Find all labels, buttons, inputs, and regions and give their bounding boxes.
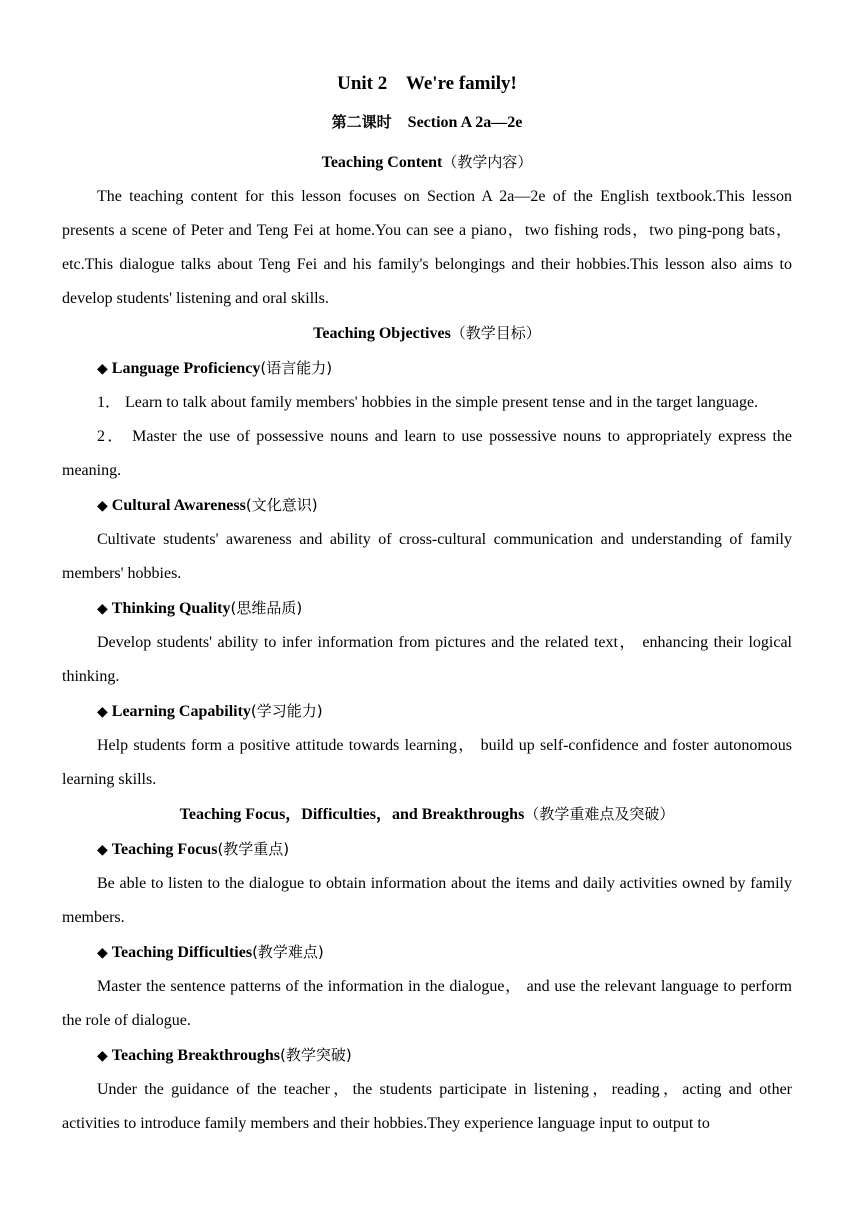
bullet-teaching-breakthroughs: ◆ Teaching Breakthroughs(教学突破)	[97, 1046, 352, 1064]
page-title: Unit 2 We're family!	[337, 73, 517, 94]
difficulties-paragraph: Master the sentence patterns of the information in the dialogue， and use the relevant language to perform the role of dialogue.	[62, 978, 792, 1029]
section-heading-objectives: Teaching Objectives（教学目标）	[313, 324, 541, 342]
language-item-2: 2． Master the use of possessive nouns and learn to use possessive nouns to appropriately express the meaning.	[62, 428, 792, 479]
diamond-bullet-icon: ◆	[97, 1048, 108, 1064]
thinking-paragraph: Develop students' ability to infer information from pictures and the related text， enhancing their logical thinking.	[62, 634, 792, 685]
lesson-subtitle	[62, 110, 792, 135]
language-item-1: 1． Learn to talk about family members' hobbies in the simple present tense and in the target language.	[97, 394, 759, 411]
content-paragraph: The teaching content for this lesson focuses on Section A 2a—2e of the English textbook.This lesson presents a scene of Peter and Teng Fei at home.You can see a piano，two fishing rods，two ping-pong bats， etc.This dialogue talks about Teng Fei and his family's belongings and their hobbies.This lesson also aims to develop students' listening and oral skills.	[62, 188, 793, 307]
lesson-section: Section A 2a—2e	[407, 114, 523, 131]
diamond-bullet-icon: ◆	[97, 945, 108, 961]
learning-paragraph: Help students form a positive attitude towards learning， build up self‐confidence and foster autonomous learning skills.	[62, 737, 792, 788]
bullet-learning-capability: ◆ Learning Capability(学习能力)	[97, 702, 323, 720]
diamond-bullet-icon: ◆	[97, 498, 108, 514]
bullet-teaching-difficulties: ◆ Teaching Difficulties(教学难点)	[97, 943, 324, 961]
diamond-bullet-icon: ◆	[97, 601, 108, 617]
diamond-bullet-icon: ◆	[97, 842, 108, 858]
lesson-number: 第二课时	[331, 113, 392, 131]
bullet-thinking-quality: ◆ Thinking Quality(思维品质)	[97, 599, 303, 617]
breakthroughs-paragraph: Under the guidance of the teacher，the students participate in listening，reading，acting and other activities to introduce family members and their hobbies.They experience language input to output to	[62, 1081, 792, 1132]
section-heading-focus: Teaching Focus，Difficulties，and Breakthroughs（教学重难点及突破）	[179, 805, 675, 823]
culture-paragraph: Cultivate students' awareness and ability of cross-cultural communication and understanding of family members' hobbies.	[62, 531, 792, 582]
bullet-language-proficiency: ◆ Language Proficiency(语言能力)	[97, 359, 333, 377]
diamond-bullet-icon: ◆	[97, 704, 108, 720]
bullet-cultural-awareness: ◆ Cultural Awareness(文化意识)	[97, 496, 318, 514]
diamond-bullet-icon: ◆	[97, 361, 108, 377]
focus-paragraph: Be able to listen to the dialogue to obtain information about the items and daily activities owned by family members.	[62, 875, 792, 926]
bullet-teaching-focus: ◆ Teaching Focus(教学重点)	[97, 840, 290, 858]
section-heading-content: Teaching Content（教学内容）	[321, 153, 533, 171]
